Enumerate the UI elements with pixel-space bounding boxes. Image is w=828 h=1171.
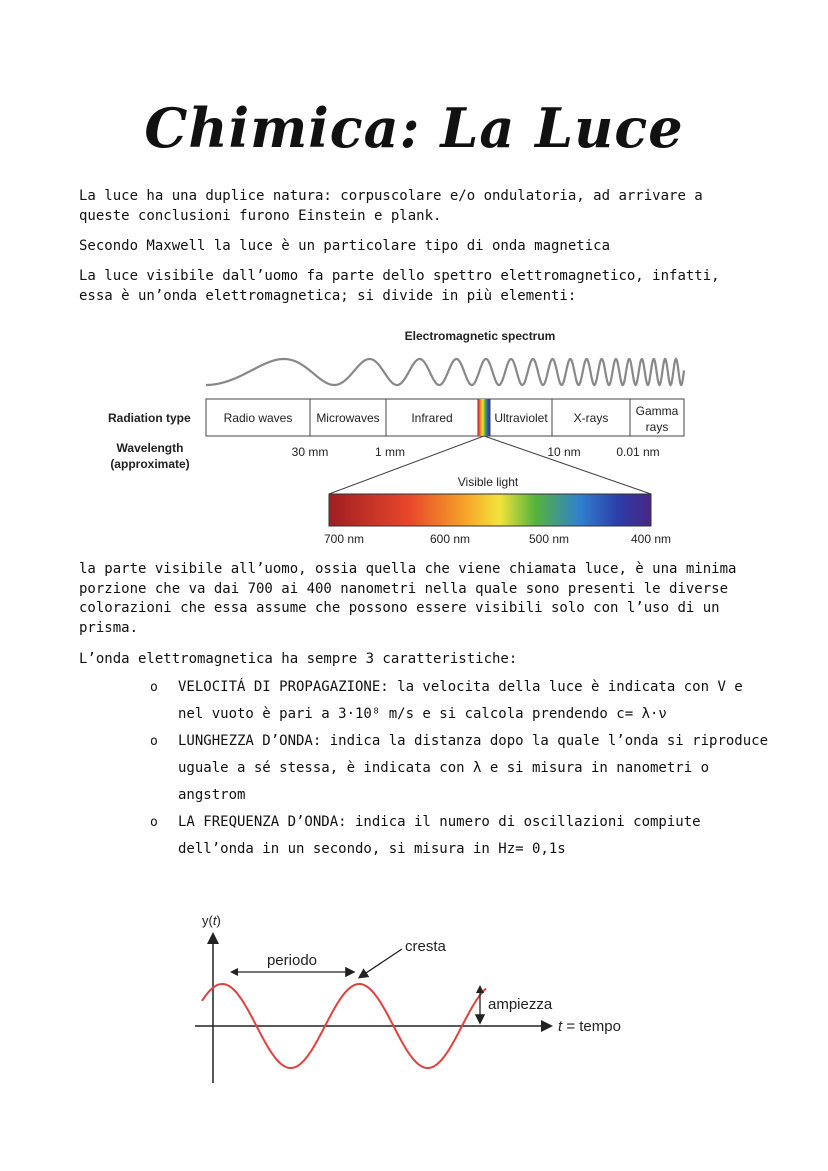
list-item-frequenza bbox=[150, 809, 770, 863]
band-gamma-rays: rays bbox=[645, 420, 669, 434]
visible-tick-500nm: 500 nm bbox=[528, 532, 570, 546]
paragraph-parte-visibile: la parte visibile all’uomo, ossia quella che viene chiamata luce, è una minima porzione che va dai 700 ai 400 nanometri nella quale sono presenti le diverse colorazioni che essa assume che possono essere visibili solo con l’uso di un prisma. bbox=[79, 561, 737, 636]
visible-light-label: Visible light bbox=[457, 475, 519, 489]
list-item-velocita bbox=[150, 674, 770, 728]
paragraph-caratteristiche: L’onda elettromagnetica ha sempre 3 caratteristiche: bbox=[79, 651, 518, 667]
visible-light-band bbox=[329, 494, 651, 526]
band-gamma: Gamma bbox=[635, 404, 679, 418]
spectrum-title: Electromagnetic spectrum bbox=[404, 329, 556, 343]
crest-arrow bbox=[360, 949, 402, 977]
paragraph-duplice-natura: La luce ha una duplice natura: corpuscolare e/o ondulatoria, ad arrivare a queste conclusioni furono Einstein e plank. bbox=[79, 188, 703, 224]
tick-001nm: 0.01 nm bbox=[616, 445, 660, 459]
paragraph-spettro: La luce visibile dall’uomo fa parte dello spettro elettromagnetico, infatti, essa è un’onda elettromagnetica; si divide in più elementi: bbox=[79, 268, 720, 304]
wavelength-approx-label: (approximate) bbox=[110, 457, 190, 471]
band-x-rays: X-rays bbox=[573, 411, 609, 425]
list-item-lunghezza bbox=[150, 728, 770, 809]
y-axis-label: y(t) bbox=[202, 913, 221, 928]
bullet-circle-icon: o bbox=[150, 680, 158, 695]
chirp-wave bbox=[206, 359, 684, 385]
band-radio-waves: Radio waves bbox=[223, 411, 293, 425]
electromagnetic-spectrum-diagram bbox=[100, 322, 700, 552]
visible-tick-400nm: 400 nm bbox=[630, 532, 672, 546]
bullet-circle-icon: o bbox=[150, 815, 158, 830]
visible-tick-700nm: 700 nm bbox=[323, 532, 365, 546]
visible-tick-600nm: 600 nm bbox=[429, 532, 471, 546]
crest-label: cresta bbox=[405, 938, 446, 955]
band-ultraviolet: Ultraviolet bbox=[494, 411, 548, 425]
page-title: Chimica: La Luce bbox=[144, 96, 684, 160]
radiation-type-label: Radiation type bbox=[108, 411, 191, 425]
visible-mini-band bbox=[478, 399, 490, 436]
band-microwaves: Microwaves bbox=[316, 411, 380, 425]
tick-1mm: 1 mm bbox=[375, 445, 405, 459]
band-infrared: Infrared bbox=[411, 411, 453, 425]
time-axis-label: t = tempo bbox=[558, 1018, 621, 1035]
list-item-text: LA FREQUENZA D’ONDA: indica il numero di oscillazioni compiute dell’onda in un secondo, si misura in Hz= 0,1s bbox=[178, 814, 701, 857]
wavelength-label: Wavelength bbox=[116, 441, 184, 455]
paragraph-maxwell: Secondo Maxwell la luce è un particolare tipo di onda magnetica bbox=[79, 238, 611, 254]
characteristics-list bbox=[150, 674, 770, 863]
bullet-circle-icon: o bbox=[150, 734, 158, 749]
wave-diagram bbox=[180, 905, 650, 1090]
tick-10nm: 10 nm bbox=[547, 445, 581, 459]
list-item-text: VELOCITÁ DI PROPAGAZIONE: la velocita della luce è indicata con V e nel vuoto è pari a 3·10⁸ m/s e si calcola prendendo c= λ·ν bbox=[178, 679, 743, 722]
tick-30mm: 30 mm bbox=[291, 445, 329, 459]
list-item-text: LUNGHEZZA D’ONDA: indica la distanza dopo la quale l’onda si riproduce uguale a sé stessa, è indicata con λ e si misura in nanometri o angstrom bbox=[178, 733, 769, 803]
period-label: periodo bbox=[266, 952, 318, 969]
amplitude-label: ampiezza bbox=[488, 996, 553, 1013]
